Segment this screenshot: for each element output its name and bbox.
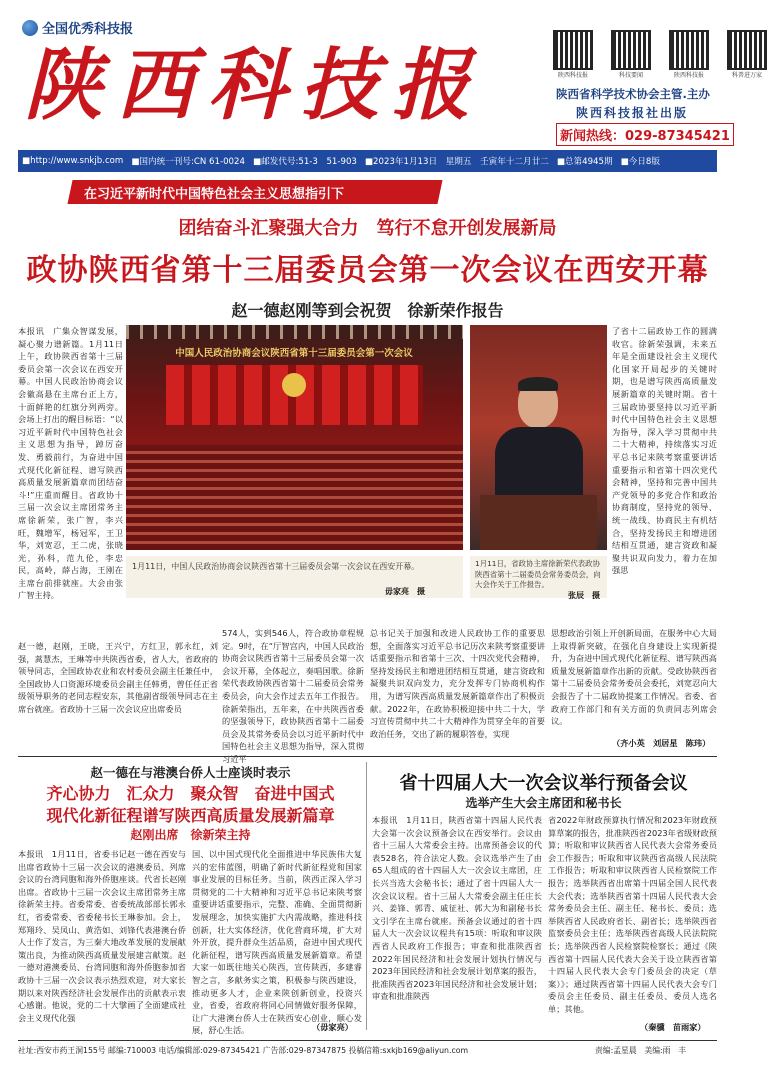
speaker-hair bbox=[518, 377, 558, 391]
publisher-line: 陕西科技报社出版 bbox=[576, 106, 689, 120]
lead-column-right: 了省十二届政协工作的圆满收官。徐新荣强调，未来五年是全面建设社会主义现代化国家开局起步的关键时期，也是谱写陕西高质量发展新篇章的关键时期。省十三届政协要坚持以习近平新时代中国特色社会主义思想为指导，深入学习贯彻中共二十大精神，持续落实习近平总书记来陕考察重要讲话重要指示和省第十四次党代会精神，坚持和完善中国共产党领导的多党合作和政治协商制度，坚持党的领导、统一战线、协商民主有机结合，坚持发扬民主和增进团结相互贯通，建言资政和凝聚共识双向发力，着力在加强思 bbox=[612, 326, 717, 576]
lead-column-2: 574人，实到546人，符合政协章程规定。9时，在“厅智宫内，中国人民政治协商会议陕西省第十三届委员会第一次会议开幕，全体起立，奏唱国歌。徐新荣代表政协陕西省第十二届委员会常务委员会，向大会作过去五年工作报告。徐新荣指出，五年来，在中共陕西省委的坚强领导下，政协陕西省第十二届委员会及其常务委员会以习近平新时代中国特色社会主义思想为指导，深入贯彻习近平 bbox=[222, 628, 364, 764]
website-link[interactable]: ■http://www.snkjb.com bbox=[22, 156, 124, 166]
story2-column-2: 国、以中国式现代化全面推进中华民族伟大复兴的宏伟蓝图，明确了新时代新征程党和国家事业发展的目标任务。当前，陕西正深入学习贯彻党的二十大精神和习近平总书记来陕考察重要讲话重要指示，完整、准确、全面贯彻新发展理念，加快实施扩大内需战略，推进科技创新，壮大实体经济，优化营商环境，扩大对外开放，提升群众生活品质，奋进中国式现代化新征程，谱写陕西高质量发展新篇章。希望大家一如既往地关心陕西，宣传陕西，多建睿智之言，多献务实之策，积极参与陕西建设，推动更多人才，企业来陕创新创业，投资兴业，省委，省政府将同心同情做好服务保障，让广大港澳台侨人士在陕西安心创业，顺心发展，舒心生活。 bbox=[192, 849, 362, 1036]
qr-label: 科技要闻 bbox=[618, 72, 643, 79]
story2-title-line1: 齐心协力 汇众力 聚众智 奋进中国式 bbox=[46, 784, 335, 803]
story2-column-1: 本报讯 1月11日，省委书记赵一德在西安与出席省政协十三届一次会议的港澳委员、列席会议的台湾同胞和海外侨胞座谈。代省长赵刚出席。省政协十三届一次会议主席团常务主席徐新荣主持。省委常委、省委统战部部长郭永红，省委常委、省委秘书长王琳参加。会上，郑翔玲、吴凤山、黄浩如、刘锋代表港澳台侨人士作了发言，为三秦大地改革发展的发展献策出良，为推动陕西高质量发展建言献策。赵一德对港澳委员、台湾同胞和海外侨胞参加省政协十三届一次会议表示热烈欢迎，对大家长期以来对陕西经济社会发展作出的贡献表示衷心感谢。他说，党的二十大擘画了全面建成社会主义现代化强 bbox=[18, 849, 186, 1023]
caption-text: 1月11日，省政协主席徐新荣代表政协陕西省第十二届委员会常务委员会，向大会作关于工作报告。 bbox=[475, 559, 601, 589]
publication-number: ■国内统一刊号:CN 61-0024 bbox=[131, 157, 245, 167]
issue-date: ■2023年1月13日 星期五 壬寅年十二月廿二 bbox=[364, 157, 549, 167]
qr-code[interactable] bbox=[611, 30, 651, 70]
qr-label: 陕西科技报 bbox=[673, 72, 704, 79]
issue-number: ■总第4945期 bbox=[556, 157, 613, 167]
story3-column-2: 省2022年财政预算执行情况和2023年财政预算草案的报告，批准陕西省2023年省级财政预算；听取和审议陕西省人民代表大会常务委员会工作报告；听取和审议陕西省高级人民法院工作报告；听取和审议陕西省人民检察院工作报告；选举陕西省出席第十四届全国人民代表大会代表；选举陕西省第十四届人民代表大会常务委员会主任、副主任、秘书长、委员；选举陕西省人民政府省长、副省长；选举陕西省监察委员会主任；选举陕西省高级人民法院院长；选举陕西省人民检察院检察长；通过《陕西省第十四届人民代表大会关于设立陕西省第十四届人民代表大会专门委员会的决定（草案）》；通过陕西省第十四届人民代表大会专门委员会主任委员、副主任委员、委员人选名单；其他。 bbox=[548, 815, 717, 1014]
qr-label: 科普进万家 bbox=[731, 72, 762, 79]
story3-title: 省十四届人大一次会议举行预备会议 bbox=[399, 773, 688, 794]
lead-credit: （齐小英 刘居星 陈玮） bbox=[612, 738, 711, 748]
lead-subhead: 赵一德赵刚等到会祝贺 徐新荣作报告 bbox=[231, 301, 504, 320]
photo-banner: 中国人民政治协商会议陕西省第十三届委员会第一次会议 bbox=[175, 348, 413, 359]
photo2-credit: 张辰 摄 bbox=[568, 591, 600, 600]
qr-label: 陕西科技报 bbox=[557, 72, 588, 79]
lead-column-wide: 赵一德，赵刚，王晓，王兴宁，方红卫，郭永红，刘强，蒿慧杰，王琳等中共陕西省委，省人大，省政府的领导同志，全国政协农业和农村委员会副主任兼任中，全国政协人口资源环境委员会副主任韩勇，曾任任正省级领导职务的老同志程安东，其他副省级领导同志在主席台就座。省政协十三届一次会议应出席委员 bbox=[18, 641, 218, 714]
qr-code[interactable] bbox=[727, 30, 767, 70]
story3-column-1: 本报讯 1月11日，陕西省第十四届人民代表大会第一次会议预备会议在西安举行。会议由省十三届人大常委会主持。出席预备会议的代表528名，符合法定人数。会议选举产生了由65人组成的省十四届人大一次会议主席团，庄长兴当选大会秘书长；通过了省十四届人大一次会议议程。省十三届人大常委会副主任庄长兴、姜锋、郭青、戚征社、郭大为和副秘书长文引学在主席台就座。预备会议通过的省十四届人大一次会议议程共有15项：听取和审议陕西省人民政府工作报告；审查和批准陕西省2022年国民经济和社会发展计划执行情况与2023年国民经济和社会发展计划草案的报告，批准陕西省2023年国民经济和社会发展计划；审查和批准陕西 bbox=[372, 815, 542, 1002]
stage-lights bbox=[126, 325, 463, 339]
footer-editors: 责编:孟星晨 美编:雨 丰 bbox=[595, 1046, 687, 1055]
story2-kicker: 赵一德在与港澳台侨人士座谈时表示 bbox=[90, 765, 291, 780]
story2-title-line2: 现代化新征程谱写陕西高质量发展新篇章 bbox=[46, 806, 335, 825]
story3-subtitle: 选举产生大会主席团和秘书长 bbox=[465, 796, 622, 810]
caption-text: 1月11日，中国人民政治协商会议陕西省第十三届委员会第一次会议在西安开幕。 bbox=[132, 562, 420, 571]
lead-column-3: 总书记关于加强和改进人民政协工作的重要思想，全面落实习近平总书记历次来陕考察重要讲话重要指示和省第十三次、十四次党代会精神，坚持发扬民主和增进团结相互贯通，建言资政和凝聚共识双向发力，充分发挥专门协商机构作用，为谱写陕西高质量发展新篇章作出了积极贡献。2022年，在政协积极迎接中共二十大，学习宣传贯彻中共二十大精神作为贯穿全年的首要政治任务，交出了新的履职答卷，实现 bbox=[370, 628, 545, 739]
story3-credit: （秦骥 苗雨家） bbox=[640, 1022, 706, 1032]
section-divider bbox=[18, 756, 717, 757]
qr-code[interactable] bbox=[553, 30, 593, 70]
guiding-banner-text: 在习近平新时代中国特色社会主义思想指引下 bbox=[84, 187, 345, 202]
audience bbox=[126, 445, 463, 550]
qr-codes bbox=[553, 30, 767, 79]
footer-rule bbox=[18, 1040, 717, 1041]
sponsor-line: 陕西省科学技术协会主管.主办 bbox=[556, 87, 710, 101]
award-badge bbox=[22, 18, 133, 37]
assembly-hall-photo bbox=[126, 325, 463, 550]
footer-address: 社址:西安市药王洞155号 邮编:710003 电话/编辑部:029-87345421 广告部:029-87347875 投稿信箱:sxkjb169@aliyun.com bbox=[18, 1046, 469, 1055]
lead-column-1: 本报讯 广集众智谋发展，凝心聚力谱新篇。1月11日上午，政协陕西省第十三届委员会第一次会议在西安开幕。中国人民政治协商会议会徽高悬在主席台正上方，十面鲜艳的红旗分列两旁。会场上打出的醒目标语：“以习近平新时代中国特色社会主义思想为指导，踔厉奋发、勇毅前行，为奋进中国式现代化新征程、谱写陕西高质量发展新篇章而团结奋斗!”庄重而醒目。省政协十三届一次会议主席团常务主席徐新荣，张广智，李兴旺，魏增军，杨冠军，王卫华，刘宽忍，王二虎，张晓光，孙科，范九伦，李忠民，高岭，薛占海，王刚在主席台前排就座。大会由张广智主持。 bbox=[18, 326, 123, 601]
info-bar bbox=[18, 150, 717, 172]
hotline: 新闻热线：029-87345421 bbox=[556, 123, 734, 146]
story2-credit: （毋家亮） bbox=[312, 1022, 353, 1032]
emblem bbox=[282, 373, 306, 397]
photo1-credit: 毋家亮 摄 bbox=[385, 587, 425, 596]
page-count: ■今日8版 bbox=[620, 157, 660, 167]
column-divider bbox=[366, 762, 367, 1030]
award-text: 全国优秀科技报 bbox=[42, 22, 134, 37]
story2-byline: 赵刚出席 徐新荣主持 bbox=[130, 828, 251, 842]
lead-headline: 政协陕西省第十三届委员会第一次会议在西安开幕 bbox=[26, 253, 709, 288]
qr-code[interactable] bbox=[669, 30, 709, 70]
speaker-photo bbox=[470, 325, 607, 550]
lectern bbox=[480, 495, 597, 550]
newspaper-title: 陕西科技报 bbox=[24, 40, 485, 131]
lead-kicker: 团结奋斗汇聚强大合力 笃行不怠开创发展新局 bbox=[178, 218, 557, 239]
postal-code: ■邮发代号:51-3 51-903 bbox=[252, 157, 357, 167]
lead-column-4: 思想政治引领上开创新局面，在服务中心大局上取得新突破，在强化自身建设上实现新提升，为奋进中国式现代化新征程、谱写陕西高质量发展新篇章作出新的贡献。受政协陕西省第十二届委员会常务委员会委托，刘宽忍向大会报告了十二届政协提案工作情况。省委、省政府工作部门和有关方面的负责同志列席会议。 bbox=[551, 628, 717, 727]
globe-icon bbox=[22, 20, 38, 36]
